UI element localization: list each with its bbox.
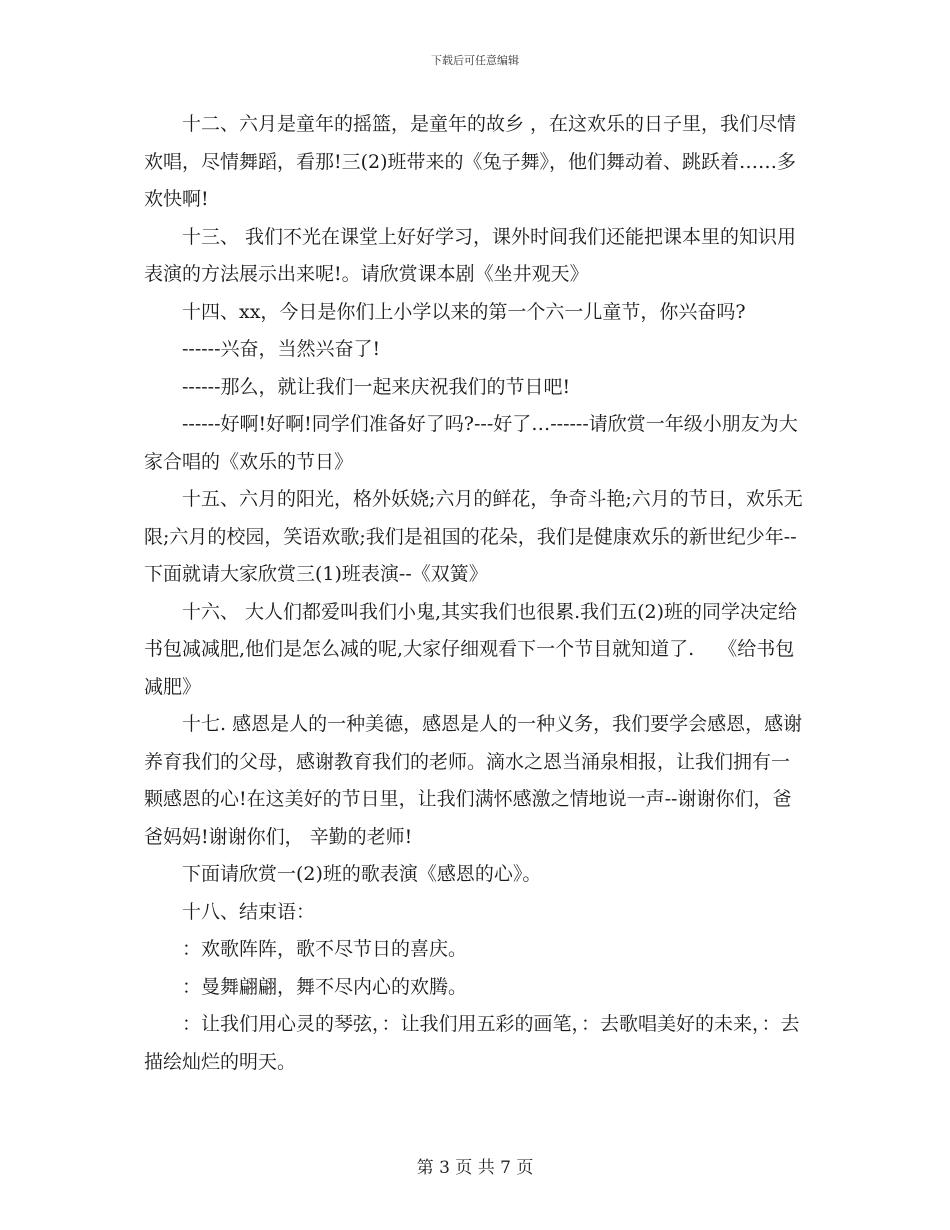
paragraph-16: 十六、 大人们都爱叫我们小鬼,其实我们也很累.我们五(2)班的同学决定给书包减减肥,他们是怎么减的呢,大家仔细观看下一个节目就知道了. 《给书包减肥》	[144, 600, 798, 698]
closing-line-2: ：曼舞翩翩，舞不尽内心的欢腾。	[182, 975, 468, 998]
paragraph-17-program: 下面请欣赏一(2)班的歌表演《感恩的心》。	[182, 863, 542, 885]
paragraph-14: 十四、xx，今日是你们上小学以来的第一个六一儿童节，你兴奋吗?	[182, 300, 746, 323]
paragraph-15: 十五、六月的阳光，格外妖娆;六月的鲜花，争奇斗艳;六月的节日，欢乐无限;六月的校园，笑语欢歌;我们是祖国的花朵，我们是健康欢乐的新世纪少年--下面就请大家欣赏三(1)班表演--《双簧》	[144, 488, 803, 585]
closing-line-1: ：欢歌阵阵，歌不尽节日的喜庆。	[182, 938, 468, 960]
paragraph-12: 十二、六月是童年的摇篮，是童年的故乡 ，在这欢乐的日子里，我们尽情欢唱，尽情舞蹈，看那!三(2)班带来的《兔子舞》，他们舞动着、跳跃着……多欢快啊!	[144, 113, 797, 210]
paragraph-13: 十三、 我们不光在课堂上好好学习，课外时间我们还能把课本里的知识用表演的方法展示出来呢!。请欣赏课本剧《坐井观天》	[144, 225, 797, 285]
closing-line-3: ：让我们用心灵的琴弦，：让我们用五彩的画笔，：去歌唱美好的未来，：去描绘灿烂的明天。	[144, 1013, 800, 1073]
dialogue-line-2: ------那么，就让我们一起来庆祝我们的节日吧!	[182, 375, 571, 398]
dialogue-line-1: ------兴奋，当然兴奋了!	[182, 338, 381, 360]
page-header: 下载后可任意编辑	[431, 54, 519, 67]
page-number-footer: 第 3 页 共 7 页	[416, 1158, 534, 1178]
dialogue-line-3: ------好啊!好啊!同学们准备好了吗?---好了…------请欣赏一年级小朋友为大家合唱的《欢乐的节日》	[144, 413, 798, 473]
document-body	[144, 106, 806, 1081]
paragraph-17: 十七. 感恩是人的一种美德，感恩是人的一种义务，我们要学会感恩，感谢养育我们的父母，感谢教育我们的老师。滴水之恩当涌泉相报，让我们拥有一颗感恩的心!在这美好的节日里，让我们满怀感激之情地说一声--谢谢你们，爸爸妈妈!谢谢你们， 辛勤的老师!	[144, 713, 803, 848]
paragraph-18-heading: 十八、结束语：	[182, 900, 316, 923]
